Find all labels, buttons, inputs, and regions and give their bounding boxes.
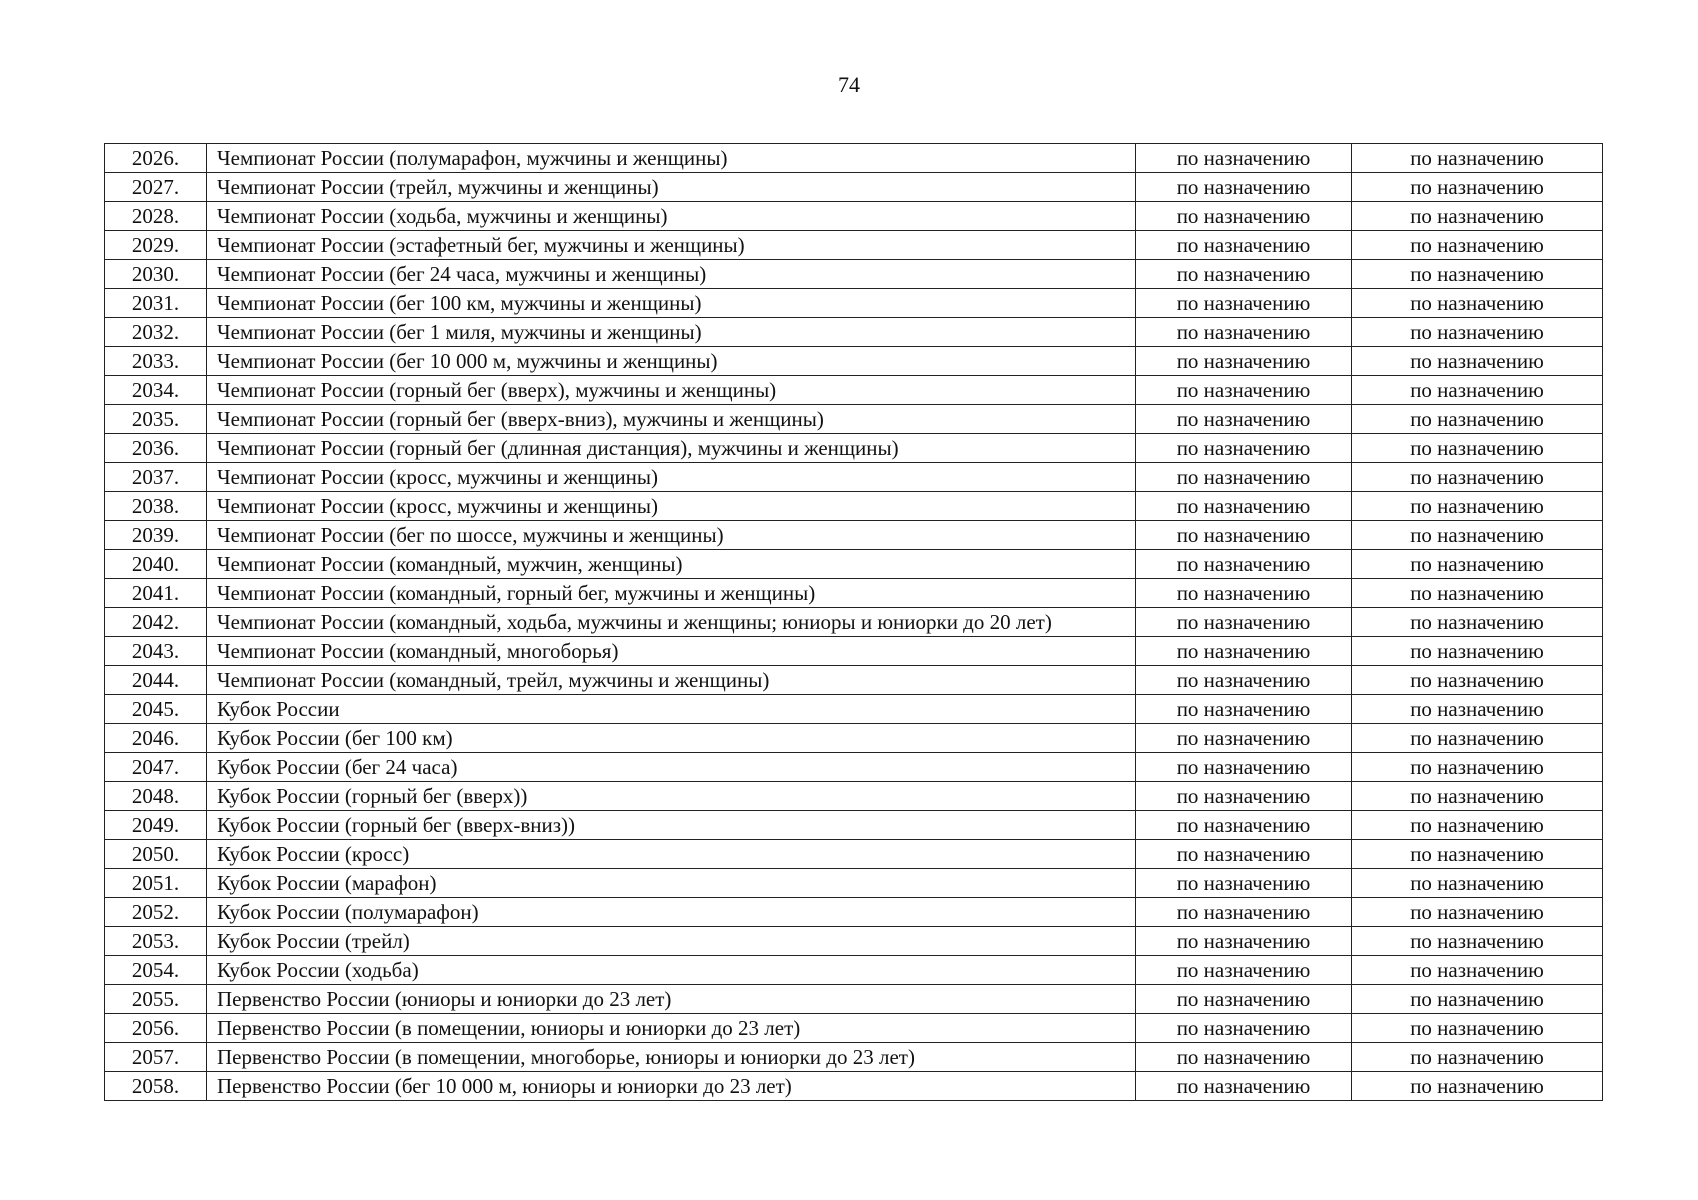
event-name-cell: Кубок России (марафон): [207, 869, 1136, 898]
table-row: [105, 869, 1603, 898]
events-table: [104, 143, 1603, 1101]
row-number-cell: 2032.: [105, 318, 207, 347]
event-name-cell: Чемпионат России (горный бег (вверх-вниз), мужчины и женщины): [207, 405, 1136, 434]
dates-cell: по назначению: [1136, 260, 1352, 289]
dates-cell: по назначению: [1136, 956, 1352, 985]
location-cell: по назначению: [1352, 318, 1603, 347]
row-number-cell: 2056.: [105, 1014, 207, 1043]
dates-cell: по назначению: [1136, 985, 1352, 1014]
row-number-cell: 2054.: [105, 956, 207, 985]
event-name-cell: Чемпионат России (кросс, мужчины и женщины): [207, 463, 1136, 492]
table-row: [105, 1043, 1603, 1072]
event-name-cell: Кубок России (кросс): [207, 840, 1136, 869]
table-row: [105, 347, 1603, 376]
table-row: [105, 724, 1603, 753]
dates-cell: по назначению: [1136, 927, 1352, 956]
table-row: [105, 956, 1603, 985]
dates-cell: по назначению: [1136, 173, 1352, 202]
table-row: [105, 463, 1603, 492]
location-cell: по назначению: [1352, 637, 1603, 666]
table-row: [105, 695, 1603, 724]
event-name-cell: Чемпионат России (командный, трейл, мужчины и женщины): [207, 666, 1136, 695]
dates-cell: по назначению: [1136, 405, 1352, 434]
event-name-cell: Чемпионат России (горный бег (вверх), мужчины и женщины): [207, 376, 1136, 405]
location-cell: по назначению: [1352, 550, 1603, 579]
location-cell: по назначению: [1352, 695, 1603, 724]
location-cell: по назначению: [1352, 492, 1603, 521]
location-cell: по назначению: [1352, 405, 1603, 434]
location-cell: по назначению: [1352, 347, 1603, 376]
event-name-cell: Кубок России (горный бег (вверх-вниз)): [207, 811, 1136, 840]
dates-cell: по назначению: [1136, 463, 1352, 492]
table-row: [105, 318, 1603, 347]
location-cell: по назначению: [1352, 289, 1603, 318]
dates-cell: по назначению: [1136, 608, 1352, 637]
row-number-cell: 2055.: [105, 985, 207, 1014]
table-row: [105, 898, 1603, 927]
location-cell: по назначению: [1352, 927, 1603, 956]
location-cell: по назначению: [1352, 202, 1603, 231]
row-number-cell: 2028.: [105, 202, 207, 231]
location-cell: по назначению: [1352, 1014, 1603, 1043]
table-row: [105, 608, 1603, 637]
dates-cell: по назначению: [1136, 695, 1352, 724]
dates-cell: по назначению: [1136, 782, 1352, 811]
event-name-cell: Чемпионат России (горный бег (длинная дистанция), мужчины и женщины): [207, 434, 1136, 463]
row-number-cell: 2039.: [105, 521, 207, 550]
dates-cell: по назначению: [1136, 144, 1352, 173]
dates-cell: по назначению: [1136, 521, 1352, 550]
row-number-cell: 2045.: [105, 695, 207, 724]
dates-cell: по назначению: [1136, 666, 1352, 695]
event-name-cell: Чемпионат России (командный, многоборья): [207, 637, 1136, 666]
dates-cell: по назначению: [1136, 347, 1352, 376]
location-cell: по назначению: [1352, 956, 1603, 985]
table-row: [105, 376, 1603, 405]
row-number-cell: 2050.: [105, 840, 207, 869]
dates-cell: по назначению: [1136, 231, 1352, 260]
event-name-cell: Чемпионат России (бег 100 км, мужчины и женщины): [207, 289, 1136, 318]
dates-cell: по назначению: [1136, 579, 1352, 608]
table-row: [105, 985, 1603, 1014]
table-row: [105, 753, 1603, 782]
event-name-cell: Кубок России: [207, 695, 1136, 724]
dates-cell: по назначению: [1136, 898, 1352, 927]
location-cell: по назначению: [1352, 724, 1603, 753]
row-number-cell: 2052.: [105, 898, 207, 927]
location-cell: по назначению: [1352, 1043, 1603, 1072]
table-row: [105, 637, 1603, 666]
location-cell: по назначению: [1352, 811, 1603, 840]
dates-cell: по назначению: [1136, 1043, 1352, 1072]
location-cell: по назначению: [1352, 376, 1603, 405]
location-cell: по назначению: [1352, 579, 1603, 608]
row-number-cell: 2029.: [105, 231, 207, 260]
row-number-cell: 2047.: [105, 753, 207, 782]
dates-cell: по назначению: [1136, 376, 1352, 405]
page-number: 74: [838, 72, 860, 97]
row-number-cell: 2030.: [105, 260, 207, 289]
table-row: [105, 144, 1603, 173]
event-name-cell: Чемпионат России (бег 1 миля, мужчины и женщины): [207, 318, 1136, 347]
dates-cell: по назначению: [1136, 289, 1352, 318]
table-row: [105, 521, 1603, 550]
events-table-body: [105, 144, 1603, 1101]
table-row: [105, 840, 1603, 869]
table-row: [105, 405, 1603, 434]
event-name-cell: Кубок России (бег 24 часа): [207, 753, 1136, 782]
row-number-cell: 2040.: [105, 550, 207, 579]
row-number-cell: 2049.: [105, 811, 207, 840]
location-cell: по назначению: [1352, 985, 1603, 1014]
table-row: [105, 231, 1603, 260]
table-row: [105, 202, 1603, 231]
table-row: [105, 173, 1603, 202]
location-cell: по назначению: [1352, 666, 1603, 695]
dates-cell: по назначению: [1136, 202, 1352, 231]
event-name-cell: Первенство России (юниоры и юниорки до 23 лет): [207, 985, 1136, 1014]
table-row: [105, 666, 1603, 695]
event-name-cell: Чемпионат России (командный, горный бег, мужчины и женщины): [207, 579, 1136, 608]
row-number-cell: 2027.: [105, 173, 207, 202]
table-row: [105, 1072, 1603, 1101]
event-name-cell: Кубок России (трейл): [207, 927, 1136, 956]
row-number-cell: 2058.: [105, 1072, 207, 1101]
event-name-cell: Чемпионат России (эстафетный бег, мужчины и женщины): [207, 231, 1136, 260]
event-name-cell: Чемпионат России (трейл, мужчины и женщины): [207, 173, 1136, 202]
event-name-cell: Первенство России (в помещении, многоборье, юниоры и юниорки до 23 лет): [207, 1043, 1136, 1072]
event-name-cell: Чемпионат России (кросс, мужчины и женщины): [207, 492, 1136, 521]
event-name-cell: Кубок России (бег 100 км): [207, 724, 1136, 753]
event-name-cell: Чемпионат России (ходьба, мужчины и женщины): [207, 202, 1136, 231]
dates-cell: по назначению: [1136, 1072, 1352, 1101]
dates-cell: по назначению: [1136, 753, 1352, 782]
location-cell: по назначению: [1352, 463, 1603, 492]
location-cell: по назначению: [1352, 173, 1603, 202]
dates-cell: по назначению: [1136, 492, 1352, 521]
dates-cell: по назначению: [1136, 434, 1352, 463]
event-name-cell: Первенство России (в помещении, юниоры и юниорки до 23 лет): [207, 1014, 1136, 1043]
location-cell: по назначению: [1352, 898, 1603, 927]
location-cell: по назначению: [1352, 144, 1603, 173]
row-number-cell: 2057.: [105, 1043, 207, 1072]
location-cell: по назначению: [1352, 608, 1603, 637]
table-row: [105, 289, 1603, 318]
table-row: [105, 260, 1603, 289]
row-number-cell: 2037.: [105, 463, 207, 492]
row-number-cell: 2044.: [105, 666, 207, 695]
dates-cell: по назначению: [1136, 811, 1352, 840]
event-name-cell: Чемпионат России (бег 10 000 м, мужчины и женщины): [207, 347, 1136, 376]
row-number-cell: 2031.: [105, 289, 207, 318]
table-row: [105, 579, 1603, 608]
location-cell: по назначению: [1352, 782, 1603, 811]
row-number-cell: 2048.: [105, 782, 207, 811]
row-number-cell: 2038.: [105, 492, 207, 521]
table-row: [105, 811, 1603, 840]
dates-cell: по назначению: [1136, 318, 1352, 347]
location-cell: по назначению: [1352, 434, 1603, 463]
dates-cell: по назначению: [1136, 550, 1352, 579]
row-number-cell: 2053.: [105, 927, 207, 956]
event-name-cell: Чемпионат России (бег по шоссе, мужчины и женщины): [207, 521, 1136, 550]
location-cell: по назначению: [1352, 869, 1603, 898]
row-number-cell: 2026.: [105, 144, 207, 173]
table-row: [105, 492, 1603, 521]
row-number-cell: 2041.: [105, 579, 207, 608]
location-cell: по назначению: [1352, 753, 1603, 782]
dates-cell: по назначению: [1136, 869, 1352, 898]
dates-cell: по назначению: [1136, 1014, 1352, 1043]
event-name-cell: Первенство России (бег 10 000 м, юниоры и юниорки до 23 лет): [207, 1072, 1136, 1101]
event-name-cell: Чемпионат России (бег 24 часа, мужчины и женщины): [207, 260, 1136, 289]
table-row: [105, 782, 1603, 811]
event-name-cell: Кубок России (полумарафон): [207, 898, 1136, 927]
row-number-cell: 2034.: [105, 376, 207, 405]
table-row: [105, 550, 1603, 579]
dates-cell: по назначению: [1136, 840, 1352, 869]
row-number-cell: 2035.: [105, 405, 207, 434]
event-name-cell: Чемпионат России (командный, мужчин, женщины): [207, 550, 1136, 579]
event-name-cell: Чемпионат России (командный, ходьба, мужчины и женщины; юниоры и юниорки до 20 лет): [207, 608, 1136, 637]
row-number-cell: 2033.: [105, 347, 207, 376]
row-number-cell: 2051.: [105, 869, 207, 898]
row-number-cell: 2046.: [105, 724, 207, 753]
table-row: [105, 1014, 1603, 1043]
row-number-cell: 2042.: [105, 608, 207, 637]
location-cell: по назначению: [1352, 231, 1603, 260]
table-row: [105, 927, 1603, 956]
event-name-cell: Кубок России (горный бег (вверх)): [207, 782, 1136, 811]
location-cell: по назначению: [1352, 1072, 1603, 1101]
event-name-cell: Чемпионат России (полумарафон, мужчины и женщины): [207, 144, 1136, 173]
dates-cell: по назначению: [1136, 637, 1352, 666]
dates-cell: по назначению: [1136, 724, 1352, 753]
row-number-cell: 2036.: [105, 434, 207, 463]
event-name-cell: Кубок России (ходьба): [207, 956, 1136, 985]
row-number-cell: 2043.: [105, 637, 207, 666]
location-cell: по назначению: [1352, 840, 1603, 869]
table-row: [105, 434, 1603, 463]
location-cell: по назначению: [1352, 260, 1603, 289]
location-cell: по назначению: [1352, 521, 1603, 550]
